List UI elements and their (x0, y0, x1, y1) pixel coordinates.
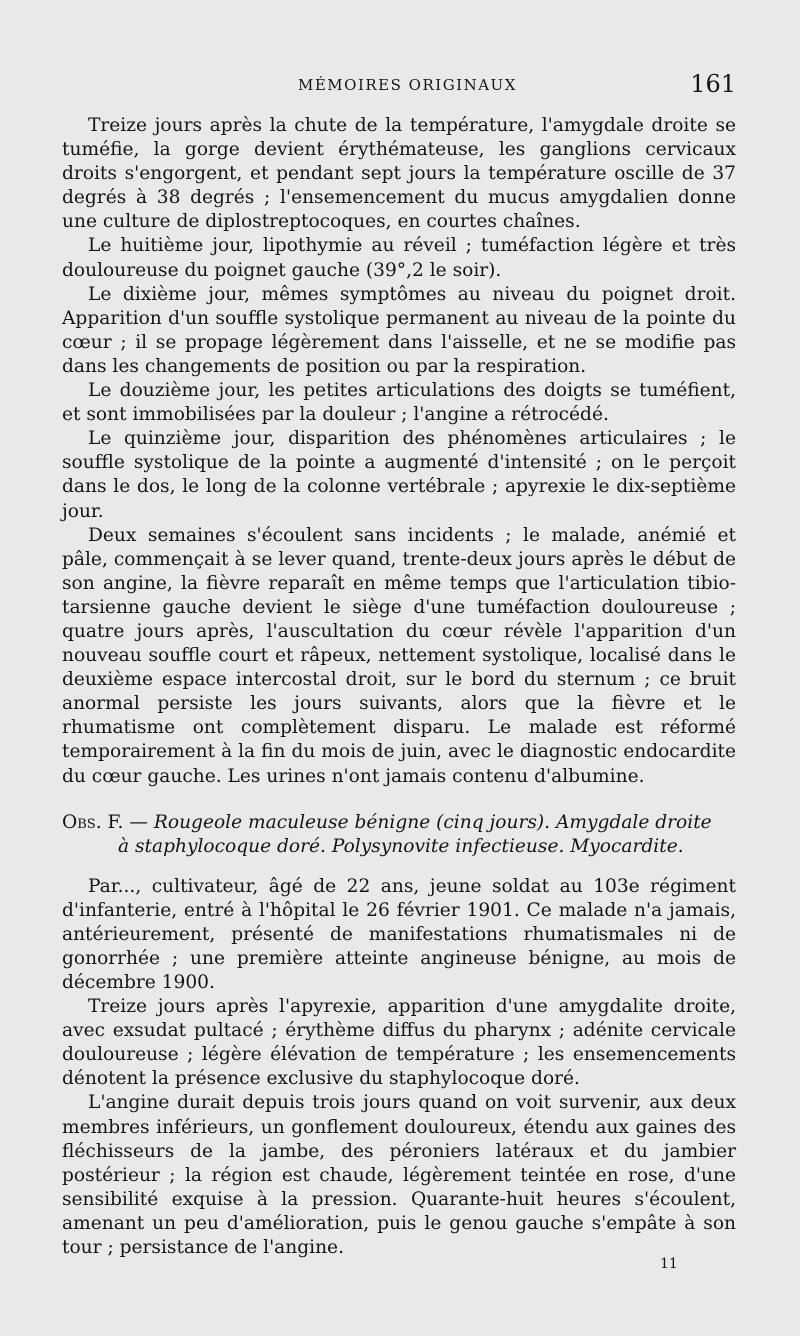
observation-heading (62, 811, 736, 859)
page-header (62, 70, 736, 104)
body-text (62, 114, 736, 1260)
page-number: 161 (690, 70, 736, 98)
paragraph: L'angine durait depuis trois jours quand on voit survenir, aux deux membres inférieurs, un gonflement douloureux, étendu aux gaines des fléchisseurs de la jambe, des péroniers latéraux et du jambier postérieur ; la région est chaude, légèrement teintée en rose, d'une sensibilité exquise à la pression. Quarante-huit heures s'écoulent, amenant un peu d'amélioration, puis le genou gauche s'empâte à son tour ; persistance de l'angine. (62, 1092, 736, 1259)
paragraph: Le huitième jour, lipothymie au réveil ; tuméfaction légère et très douloureuse du poignet gauche (39°,2 le soir). (62, 235, 736, 281)
paragraph: Par..., cultivateur, âgé de 22 ans, jeune soldat au 103e régiment d'infanterie, entré à l'hôpital le 26 février 1901. Ce malade n'a jamais, antérieurement, présenté de manifestations rhumatismales ni de gonorrhée ; une première atteinte angineuse bénigne, au mois de décembre 1900. (62, 875, 736, 993)
paragraph: Le dixième jour, mêmes symptômes au niveau du poignet droit. Apparition d'un souffle systolique permanent au niveau de la pointe du cœur ; il se propage légèrement dans l'aisselle, et ne se modifie pas dans les changements de position ou par la respiration. (62, 283, 736, 377)
paragraph: Treize jours après la chute de la température, l'amygdale droite se tuméfie, la gorge devient érythémateuse, les ganglions cervicaux droits s'engorgent, et pendant sept jours la température oscille de 37 degrés à 38 degrés ; l'ensemencement du mucus amygdalien donne une culture de diplostreptocoques, en courtes chaînes. (62, 115, 736, 233)
signature-mark: 11 (660, 1256, 678, 1272)
observation-title-line2: à staphylocoque doré. Polysynovite infectieuse. Myocardite. (118, 835, 684, 857)
paragraph: Deux semaines s'écoulent sans incidents ; le malade, anémié et pâle, commençait à se lever quand, trente-deux jours après le début de son angine, la fièvre reparaît en même temps que l'articulation tibio-tarsienne gauche devient le siège d'une tuméfaction douloureuse ; quatre jours après, l'auscultation du cœur révèle l'apparition d'un nouveau souffle court et râpeux, nettement systolique, localisé dans le deuxième espace intercostal droit, sur le bord du sternum ; ce bruit anormal persiste les jours suivants, alors que la fièvre et le rhumatisme ont complètement disparu. Le malade est réformé temporairement à la fin du mois de juin, avec le diagnostic endocardite du cœur gauche. Les urines n'ont jamais contenu d'albumine. (62, 524, 736, 787)
paragraph: Le douzième jour, les petites articulations des doigts se tuméfient, et sont immobilisées par la douleur ; l'angine a rétrocédé. (62, 380, 736, 426)
paragraph: Le quinzième jour, disparition des phénomènes articulaires ; le souffle systolique de la pointe a augmenté d'intensité ; on le perçoit dans le dos, le long de la colonne vertébrale ; apyrexie le dix-septième jour. (62, 428, 736, 522)
observation-title-line1: Rougeole maculeuse bénigne (cinq jours). Amygdale droite (153, 811, 712, 833)
observation-label: Obs. F. (62, 811, 124, 833)
paragraph: Treize jours après l'apyrexie, apparition d'une amygdalite droite, avec exsudat pultacé ; érythème diffus du pharynx ; adénite cervicale douloureuse ; légère élévation de température ; les ensemencements dénotent la présence exclusive du staphylocoque doré. (62, 996, 736, 1090)
running-head: MÉMOIRES ORIGINAUX (298, 76, 517, 94)
observation-dash: — (123, 811, 154, 833)
